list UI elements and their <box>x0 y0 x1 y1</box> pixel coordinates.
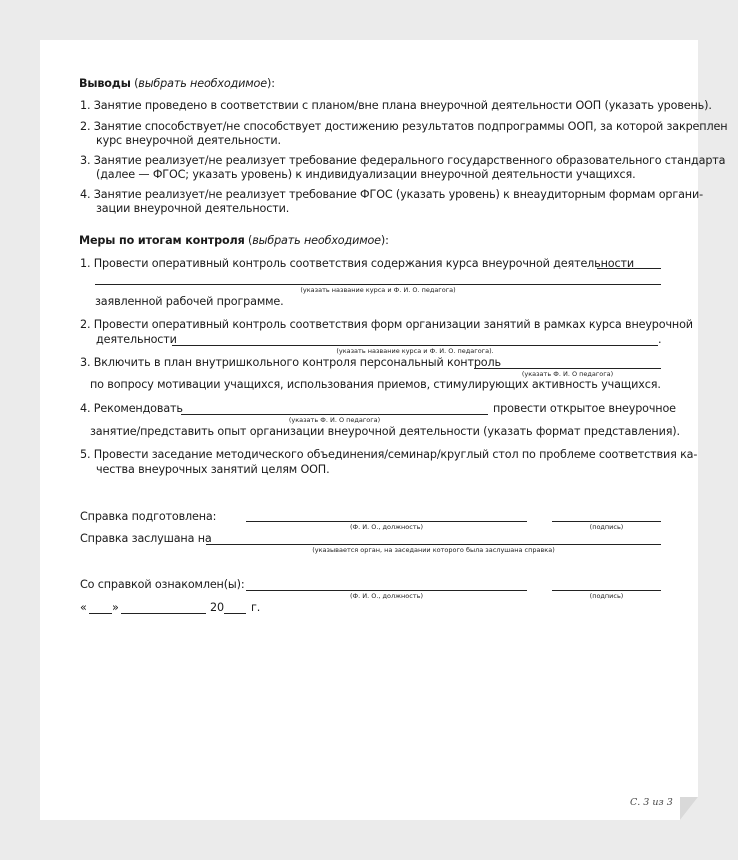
measure-2-text: 2. Провести оперативный контроль соответствия форм организации занятий в рамках курса внеурочной <box>80 318 693 331</box>
conclusion-item-2-cont: курс внеурочной деятельности. <box>96 134 281 147</box>
familiar-sign-field[interactable] <box>552 590 661 591</box>
measure-2-field[interactable] <box>172 345 658 346</box>
familiar-sign-caption: (подпись) <box>589 592 624 600</box>
conclusions-heading: Выводы <box>79 77 131 90</box>
measure-1-text-cont: заявленной рабочей программе. <box>95 295 284 308</box>
measures-heading: Меры по итогам контроля <box>79 234 245 247</box>
measure-4-text-end: провести открытое внеурочное <box>493 402 676 415</box>
measure-2-text-cont: деятельности <box>96 333 177 346</box>
familiar-name-field[interactable] <box>246 590 527 591</box>
heard-caption: (указывается орган, на заседании которого была заслушана справка) <box>312 546 555 554</box>
conclusion-item-3: 3. Занятие реализует/не реализует требование федерального государственного образовательного стандарта <box>80 154 726 167</box>
conclusions-heading-line: Выводы (выбрать необходимое): <box>79 77 275 90</box>
prepared-sign-field[interactable] <box>552 521 661 522</box>
date-year-suffix: г. <box>251 601 261 614</box>
measure-5-text-cont: чества внеурочных занятий целям ООП. <box>96 463 330 476</box>
date-day-field[interactable] <box>89 613 112 614</box>
conclusion-item-4-cont: зации внеурочной деятельности. <box>96 202 290 215</box>
date-close-quote: » <box>112 601 119 614</box>
page-corner-fold <box>680 797 698 820</box>
measure-1-text: 1. Провести оперативный контроль соответствия содержания курса внеурочной деятельности <box>80 257 634 270</box>
measure-2-caption: (указать название курса и Ф. И. О. педагога). <box>336 347 494 355</box>
prepared-sign-caption: (подпись) <box>589 523 624 531</box>
conclusion-item-2: 2. Занятие способствует/не способствует достижению результатов подпрограммы ООП, за которой закреплен <box>80 120 728 133</box>
measure-5-text: 5. Провести заседание методического объединения/семинар/круглый стол по проблеме соответствия ка- <box>80 448 698 461</box>
measure-3-text-cont: по вопросу мотивации учащихся, использования приемов, стимулирующих активность учащихся. <box>90 378 661 391</box>
measure-3-caption: (указать Ф. И. О педагога) <box>521 370 614 378</box>
date-month-field[interactable] <box>121 613 206 614</box>
familiar-label: Со справкой ознакомлен(ы): <box>80 578 245 591</box>
date-year-field[interactable] <box>224 613 246 614</box>
date-open-quote: « <box>80 601 87 614</box>
measures-note: выбрать необходимое <box>252 234 381 247</box>
date-year-prefix: 20 <box>210 601 224 614</box>
conclusion-item-1: 1. Занятие проведено в соответствии с планом/вне плана внеурочной деятельности ООП (указать уровень). <box>80 99 712 112</box>
prepared-label: Справка подготовлена: <box>80 510 217 523</box>
familiar-name-caption: (Ф. И. О., должность) <box>349 592 423 600</box>
measures-heading-line: Меры по итогам контроля (выбрать необходимое): <box>79 234 389 247</box>
measure-4-caption: (указать Ф. И. О педагога) <box>288 416 381 424</box>
measure-3-field[interactable] <box>474 368 661 369</box>
prepared-name-caption: (Ф. И. О., должность) <box>349 523 423 531</box>
prepared-name-field[interactable] <box>246 521 527 522</box>
conclusion-item-3-cont: (далее — ФГОС; указать уровень) к индивидуализации внеурочной деятельности учащихся. <box>96 168 636 181</box>
conclusions-note: выбрать необходимое <box>138 77 267 90</box>
measure-1-field[interactable] <box>95 284 661 285</box>
page-number: С. 3 из 3 <box>630 797 673 808</box>
measure-1-caption: (указать название курса и Ф. И. О. педагога) <box>300 286 456 294</box>
measure-3-text: 3. Включить в план внутришкольного контроля персональный контроль <box>80 356 501 369</box>
measure-4-field[interactable] <box>181 414 488 415</box>
conclusion-item-4: 4. Занятие реализует/не реализует требование ФГОС (указать уровень) к внеаудиторным формам органи- <box>80 188 703 201</box>
measure-4-text-start: 4. Рекомендовать <box>80 402 183 415</box>
measure-4-text-cont: занятие/представить опыт организации внеурочной деятельности (указать формат представления). <box>90 425 680 438</box>
measure-2-period: . <box>658 333 662 346</box>
heard-label: Справка заслушана на <box>80 532 212 545</box>
measure-1-field-end[interactable] <box>597 268 661 269</box>
heard-field[interactable] <box>206 544 661 545</box>
